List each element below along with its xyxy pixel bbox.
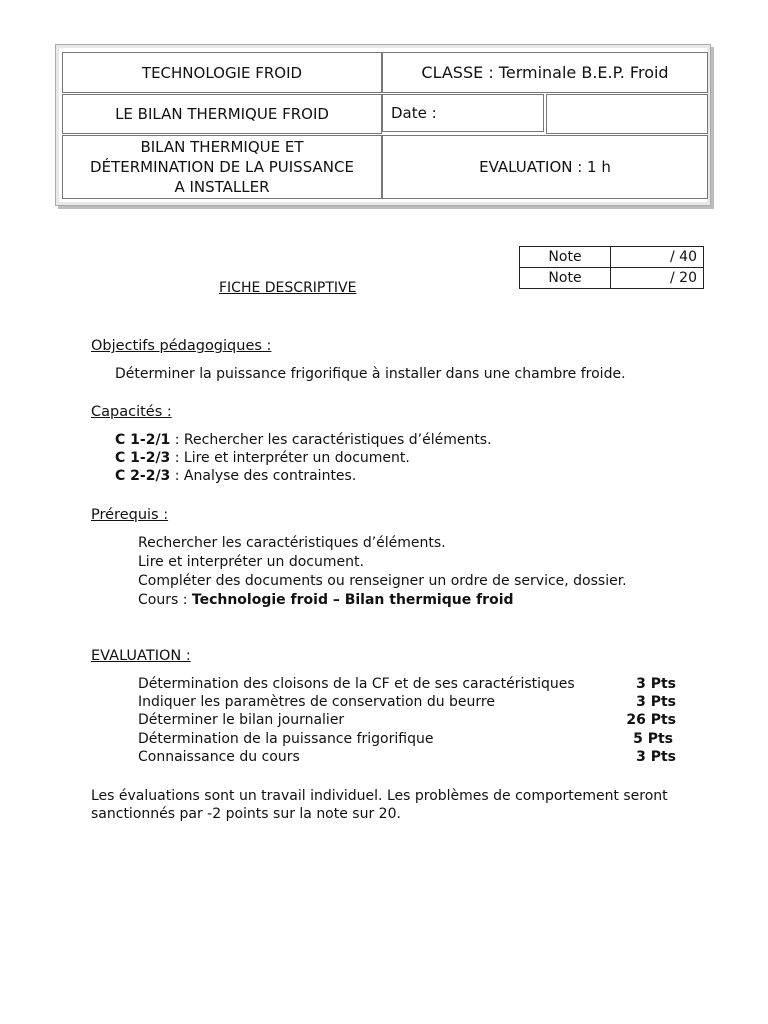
evaluation-item: Détermination de la puissance frigorifique bbox=[138, 731, 434, 747]
evaluation-item: Détermination des cloisons de la CF et de ses caractéristiques bbox=[138, 676, 575, 692]
evaluation-item: Déterminer le bilan journalier bbox=[138, 712, 345, 728]
evaluation-heading: EVALUATION : bbox=[91, 648, 191, 664]
classe-label: CLASSE : Terminale B.E.P. Froid bbox=[421, 62, 669, 82]
note-label: Note bbox=[520, 247, 611, 268]
capacite-item bbox=[115, 450, 410, 466]
evaluation-duration: EVALUATION : 1 h bbox=[479, 158, 611, 176]
topic-line-3: A INSTALLER bbox=[174, 178, 270, 196]
evaluation-duration-cell bbox=[382, 135, 708, 199]
footer-line-2: sanctionnés par -2 points sur la note sur 20. bbox=[91, 806, 401, 822]
capacite-code: C 1-2/1 bbox=[115, 432, 171, 448]
capacite-code: C 2-2/3 bbox=[115, 468, 171, 484]
cours-title: Technologie froid – Bilan thermique froid bbox=[191, 592, 514, 608]
subject-cell bbox=[62, 52, 382, 93]
date-value-cell bbox=[546, 94, 708, 134]
classe-cell bbox=[382, 52, 708, 93]
footer-line-1: Les évaluations sont un travail individuel. Les problèmes de comportement seront bbox=[91, 788, 668, 804]
capacite-text: : Lire et interpréter un document. bbox=[170, 450, 410, 466]
evaluation-points: 3 Pts bbox=[636, 676, 676, 692]
prerequis-item: Rechercher les caractéristiques d’éléments. bbox=[138, 535, 446, 551]
objectifs-text: Déterminer la puissance frigorifique à installer dans une chambre froide. bbox=[115, 366, 626, 382]
chapter-cell bbox=[62, 94, 382, 134]
note-value: / 40 bbox=[611, 247, 704, 268]
chapter-title: LE BILAN THERMIQUE FROID bbox=[115, 105, 329, 123]
prerequis-heading: Prérequis : bbox=[91, 507, 169, 523]
prerequis-item: Lire et interpréter un document. bbox=[138, 554, 364, 570]
evaluation-points: 26 Pts bbox=[626, 712, 676, 728]
subject-title: TECHNOLOGIE FROID bbox=[141, 63, 303, 82]
capacite-code: C 1-2/3 bbox=[115, 450, 171, 466]
capacite-item bbox=[115, 432, 492, 448]
evaluation-points: 3 Pts bbox=[636, 749, 676, 765]
note-label: Note bbox=[520, 268, 611, 289]
note-row bbox=[520, 247, 704, 268]
note-box bbox=[519, 246, 704, 289]
evaluation-item: Connaissance du cours bbox=[138, 749, 300, 765]
date-cell bbox=[382, 94, 544, 132]
capacite-text: : Analyse des contraintes. bbox=[170, 468, 357, 484]
capacite-text: : Rechercher les caractéristiques d’éléments. bbox=[170, 432, 492, 448]
note-row bbox=[520, 268, 704, 289]
evaluation-points: 3 Pts bbox=[636, 694, 676, 710]
objectifs-heading: Objectifs pédagogiques : bbox=[91, 338, 272, 354]
evaluation-item: Indiquer les paramètres de conservation du beurre bbox=[138, 694, 495, 710]
topic-line-1: BILAN THERMIQUE ET bbox=[140, 138, 304, 156]
topic-cell bbox=[62, 135, 382, 199]
prerequis-cours bbox=[138, 592, 514, 608]
cours-prefix: Cours : bbox=[138, 592, 192, 608]
capacite-item bbox=[115, 468, 356, 484]
date-label: Date : bbox=[391, 104, 437, 122]
fiche-title: FICHE DESCRIPTIVE bbox=[219, 280, 357, 296]
topic-line-2: DÉTERMINATION DE LA PUISSANCE bbox=[90, 158, 354, 176]
note-value: / 20 bbox=[611, 268, 704, 289]
capacites-heading: Capacités : bbox=[91, 404, 172, 420]
evaluation-points: 5 Pts bbox=[633, 731, 673, 747]
prerequis-item: Compléter des documents ou renseigner un ordre de service, dossier. bbox=[138, 573, 627, 589]
